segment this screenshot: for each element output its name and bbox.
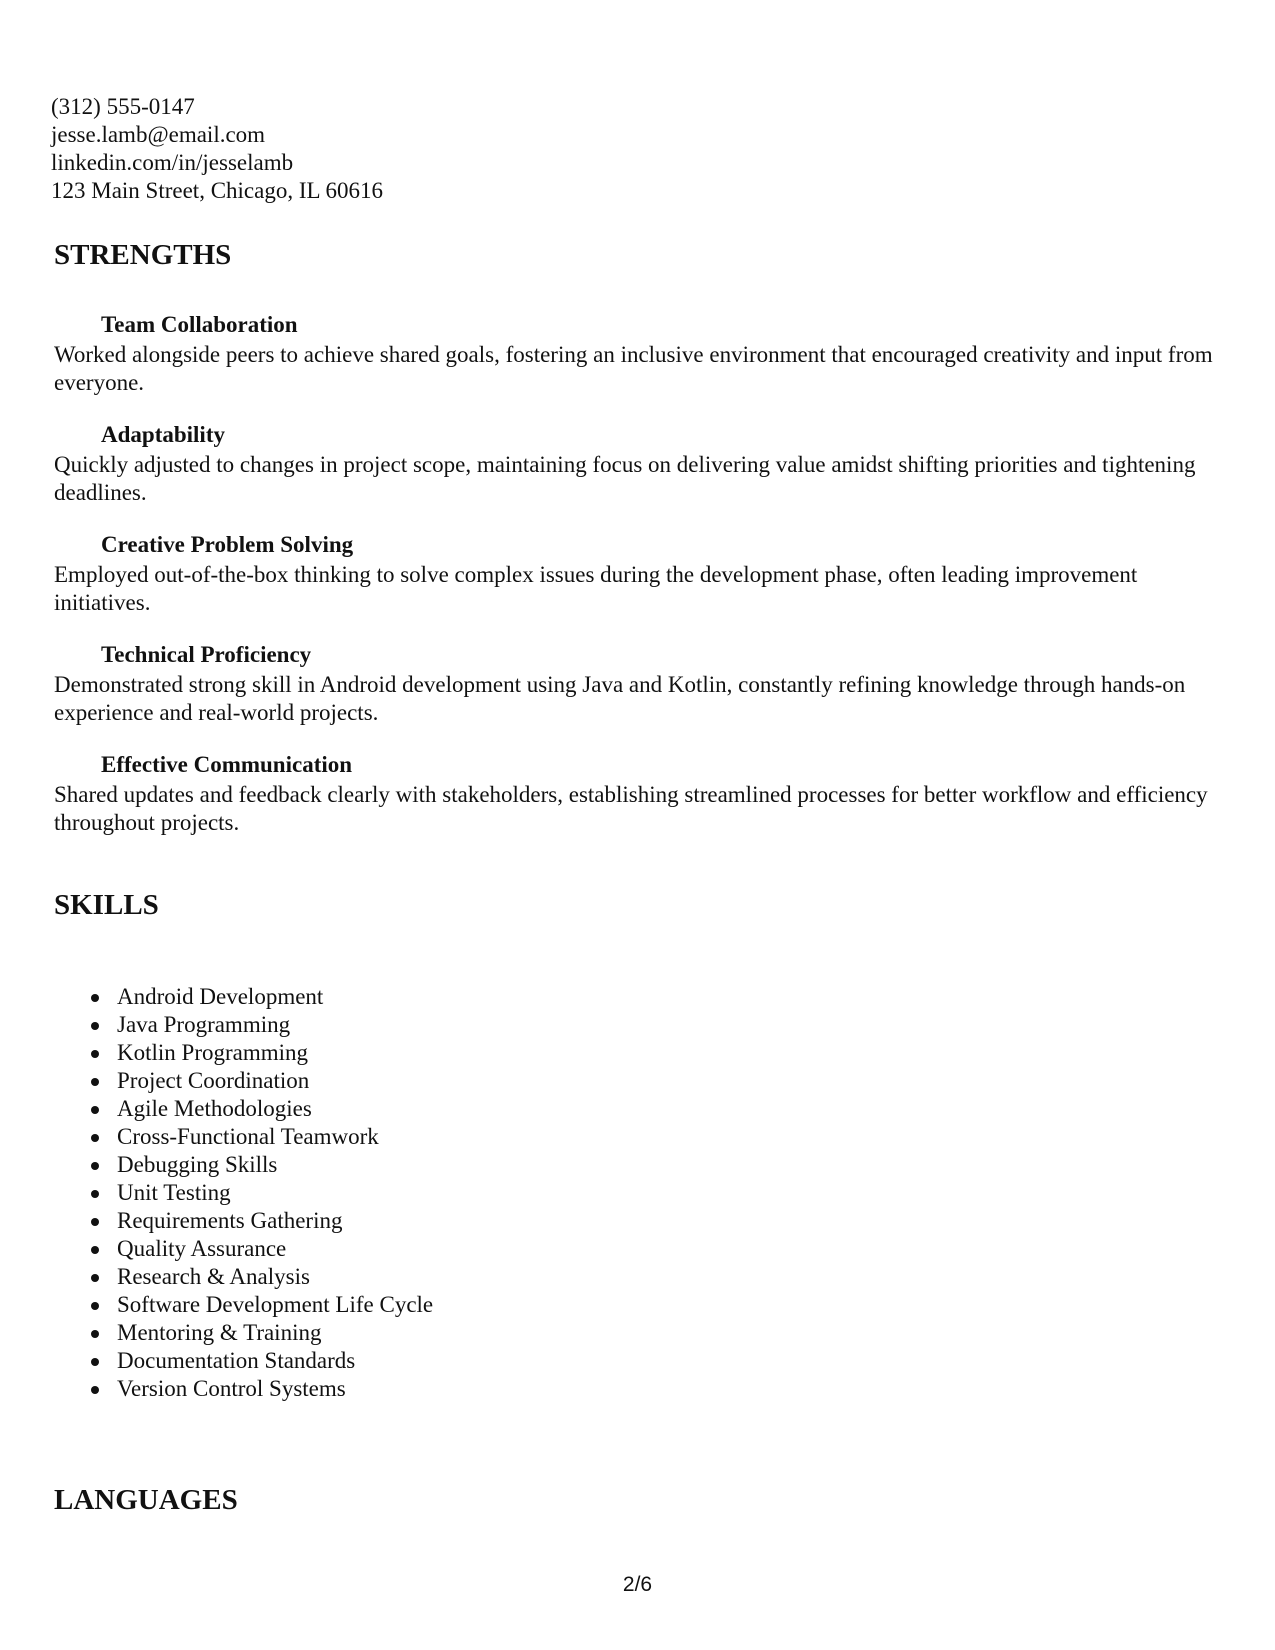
contact-phone: (312) 555-0147 [51, 94, 195, 119]
page-number: 2/6 [622, 1573, 653, 1596]
bullet-icon [91, 1050, 99, 1058]
skill-item [117, 1067, 433, 1095]
strength-title: Effective Communication [101, 752, 353, 777]
languages-heading: LANGUAGES [54, 1484, 238, 1516]
skills-heading: SKILLS [54, 889, 159, 921]
skill-label: Documentation Standards [117, 1348, 356, 1373]
strength-title: Adaptability [101, 422, 225, 447]
strengths-heading: STRENGTHS [54, 239, 232, 271]
skill-label: Research & Analysis [117, 1264, 310, 1289]
strengths-list [54, 311, 1214, 861]
skill-label: Kotlin Programming [117, 1040, 309, 1065]
skill-item [117, 983, 433, 1011]
skill-item [117, 1263, 433, 1291]
bullet-icon [91, 1190, 99, 1198]
bullet-icon [91, 1246, 99, 1254]
skill-item [117, 1095, 433, 1123]
contact-linkedin: linkedin.com/in/jesselamb [51, 150, 294, 175]
skill-item [117, 1235, 433, 1263]
skill-item [117, 1291, 433, 1319]
bullet-icon [91, 1386, 99, 1394]
strength-description: Employed out-of-the-box thinking to solve complex issues during the development phase, often leading improvement initiatives. [54, 562, 1138, 615]
strength-description: Worked alongside peers to achieve shared goals, fostering an inclusive environment that encouraged creativity and input from everyone. [54, 342, 1213, 395]
strength-item [54, 421, 1214, 507]
skill-label: Mentoring & Training [117, 1320, 322, 1345]
skill-label: Unit Testing [117, 1180, 231, 1205]
strength-description: Demonstrated strong skill in Android development using Java and Kotlin, constantly refining knowledge through hands-on experience and real-world projects. [54, 672, 1186, 725]
skill-item [117, 1151, 433, 1179]
skill-label: Software Development Life Cycle [117, 1292, 434, 1317]
bullet-icon [91, 1358, 99, 1366]
strength-item [54, 531, 1214, 617]
bullet-icon [91, 994, 99, 1002]
bullet-icon [91, 1162, 99, 1170]
strength-description: Shared updates and feedback clearly with stakeholders, establishing streamlined processes for better workflow and efficiency throughout projects. [54, 782, 1208, 835]
strength-title: Team Collaboration [101, 312, 298, 337]
skill-label: Android Development [117, 984, 324, 1009]
skill-item [117, 1179, 433, 1207]
bullet-icon [91, 1106, 99, 1114]
skill-item [117, 1207, 433, 1235]
skill-item [117, 1011, 433, 1039]
skill-label: Java Programming [117, 1012, 291, 1037]
bullet-icon [91, 1078, 99, 1086]
bullet-icon [91, 1274, 99, 1282]
skill-label: Requirements Gathering [117, 1208, 343, 1233]
skill-label: Agile Methodologies [117, 1096, 312, 1121]
strength-description: Quickly adjusted to changes in project scope, maintaining focus on delivering value amidst shifting priorities and tightening deadlines. [54, 452, 1196, 505]
contact-email: jesse.lamb@email.com [51, 122, 266, 147]
strength-item [54, 311, 1214, 397]
strength-item [54, 751, 1214, 837]
skill-label: Debugging Skills [117, 1152, 278, 1177]
skill-label: Project Coordination [117, 1068, 310, 1093]
skill-label: Cross-Functional Teamwork [117, 1124, 379, 1149]
strength-title: Creative Problem Solving [101, 532, 354, 557]
skill-label: Quality Assurance [117, 1236, 287, 1261]
strength-item [54, 641, 1214, 727]
bullet-icon [91, 1330, 99, 1338]
bullet-icon [91, 1134, 99, 1142]
bullet-icon [91, 1218, 99, 1226]
bullet-icon [91, 1022, 99, 1030]
skill-item [117, 1039, 433, 1067]
skill-label: Version Control Systems [117, 1376, 346, 1401]
contact-block [51, 93, 383, 205]
skills-list [80, 983, 433, 1403]
skill-item [117, 1123, 433, 1151]
contact-address: 123 Main Street, Chicago, IL 60616 [51, 178, 383, 203]
skill-item [117, 1375, 433, 1403]
skill-item [117, 1347, 433, 1375]
skill-item [117, 1319, 433, 1347]
strength-title: Technical Proficiency [101, 642, 312, 667]
bullet-icon [91, 1302, 99, 1310]
